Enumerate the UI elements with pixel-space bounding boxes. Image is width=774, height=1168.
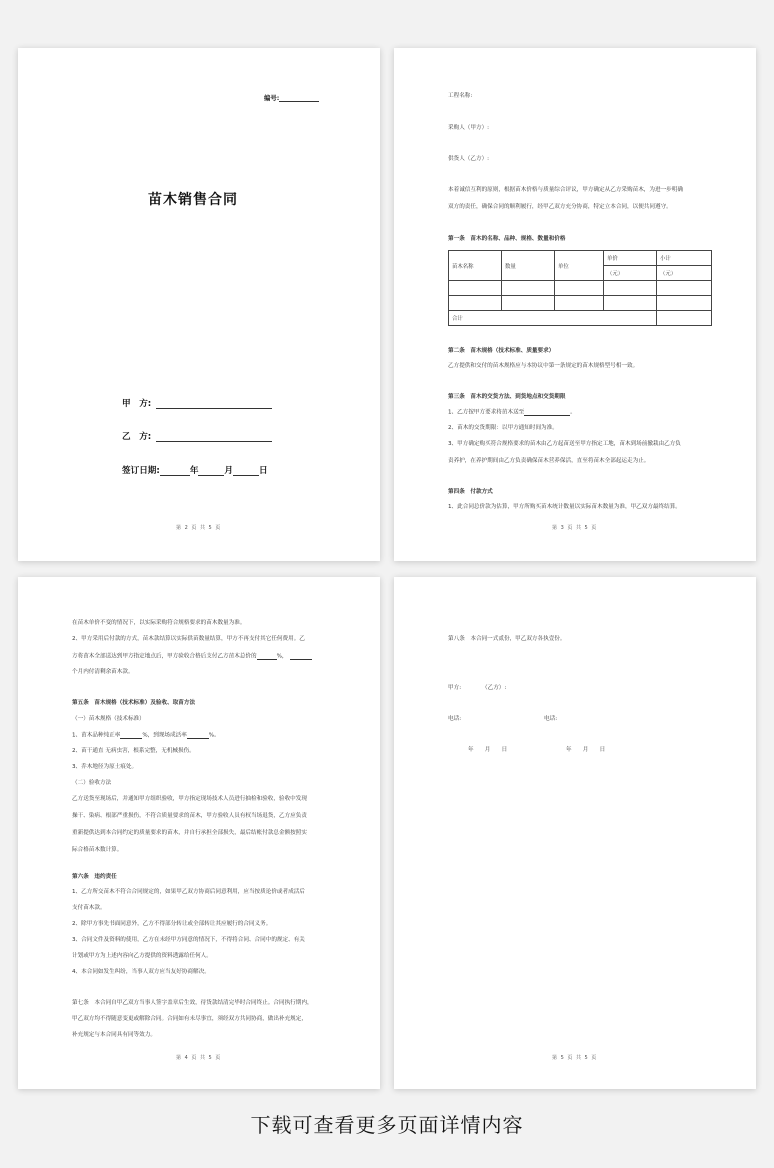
supplier-line: 供货人（乙方）:: [448, 156, 490, 162]
intro-line-2: 双方的责任，确保合同的顺利履行，经甲乙双方充分协商，特定立本合同，以便共同遵守。: [448, 204, 672, 210]
month-blank: [198, 466, 224, 476]
article-3-item-1-end: 。: [570, 409, 576, 416]
table-row: [449, 251, 712, 266]
article-5-item-1-end: %。: [208, 732, 220, 739]
payment-line-3-text: 方将苗木全部送达到甲方指定地点后，甲方验收合格后支付乙方苗木总价的: [72, 653, 257, 660]
payment-line-1: 在苗木单价不变的情况下，以实际采购符合规格要求的苗木数量为准。: [72, 620, 246, 626]
year-blank: [160, 466, 190, 476]
contract-page-5: [394, 577, 756, 1089]
payment-line-3-percent: %，: [276, 653, 288, 660]
header-price-unit: （元）: [604, 266, 657, 281]
article-6-item-3b: 计划或甲方为上述内容向乙方提供的资料透露给任何人。: [72, 953, 212, 959]
article-5-item-2: 2、苗干通直 无病虫害，根系完整，无机械损伤。: [72, 748, 195, 754]
article-7-line-2: 甲乙双方均不得随意变更或解除合同。合同如有未尽事宜，须经双方共同协商，做出补充规定，: [72, 1016, 307, 1022]
intro-line-1: 本着诚信互利的原则，根据苗木价格与质量综合评议，甲方确定从乙方采购苗木，为进一步明确: [448, 187, 683, 193]
party-b-phone: 电话:: [544, 716, 558, 722]
payment-line-3: [72, 654, 312, 660]
article-2-title: 第二条 苗木规格（技术标准、质量要求）: [448, 348, 555, 354]
page-footer: 第 4 页 共 5 页: [176, 1055, 222, 1061]
article-2-text: 乙方提供和交付的苗木规格应与本协议中第一条规定的苗木规格型号相一致。: [448, 363, 639, 369]
contract-number: [264, 93, 319, 102]
article-3-item-3a: 3、甲方确定购买符合规格要求的苗木由乙方起苗送至甲方指定工地，苗木到场前撤栽由乙方负: [448, 441, 681, 447]
article-5-item-3: 3、乔木地径为原土痕处。: [72, 764, 138, 770]
article-4-item-1: 1、此合同总价款为估算，甲方所购买苗木统计数量以实际苗木数量为准，甲乙双方最终结算。: [448, 504, 681, 510]
article-6-item-4: 4、本合同如发生纠纷，当事人双方应当友好协商解决。: [72, 969, 210, 975]
party-b-field: [122, 430, 272, 442]
article-5-sub-1: （一）苗木规格（技术标准）: [72, 716, 145, 722]
contract-number-blank: [279, 95, 319, 102]
table-row: [449, 296, 712, 311]
delivery-place-blank: [524, 410, 570, 416]
contract-page-cover: [18, 48, 380, 561]
party-b-blank: [156, 432, 272, 442]
contract-number-label: 编号:: [264, 94, 280, 102]
contract-page-3: [394, 48, 756, 561]
inspection-line-3: 重新提供达到本合同约定的质量要求的苗木，并自行承担全部损失，最后结帐付款总金额按照实: [72, 830, 307, 836]
month-label: 月: [224, 466, 234, 476]
purchaser-line: 采购人（甲方）:: [448, 125, 490, 131]
purity-blank: [120, 733, 142, 739]
header-price: 单价: [604, 251, 657, 266]
article-1-title: 第一条 苗木的名称、品种、规格、数量和价格: [448, 236, 566, 242]
header-name: 苗木名称: [449, 251, 502, 281]
survival-blank: [187, 733, 209, 739]
header-subtotal: 小计: [657, 251, 712, 266]
document-title: 苗木销售合同: [148, 192, 238, 208]
article-3-item-1-text: 1、乙方按甲方要求将苗木送至: [448, 409, 525, 416]
article-7-line-3: 补充规定与本合同具有同等效力。: [72, 1032, 156, 1038]
party-a-blank: [156, 399, 272, 409]
percent-blank: [257, 654, 277, 660]
payment-line-4: 个月内付清剩余苗木款。: [72, 669, 134, 675]
header-subtotal-unit: （元）: [657, 266, 712, 281]
table-row: [449, 311, 712, 326]
inspection-line-4: 际合格苗木数计算。: [72, 847, 123, 853]
article-6-title: 第六条 违约责任: [72, 874, 117, 880]
article-3-item-2: 2、苗木的交货期限：以甲方通知时间为准。: [448, 425, 558, 431]
contract-page-4: [18, 577, 380, 1089]
article-6-item-1a: 1、乙方所交苗木不符合合同规定的，如果甲乙双方协商后同意利用，应当按质论价或者成活后: [72, 889, 305, 895]
party-a-phone: 电话:: [448, 716, 462, 722]
article-5-title: 第五条 苗木规格（技术标准）及验收、取苗方法: [72, 700, 196, 706]
inspection-line-2: 操干、染病、根部严重损伤，不符合质量要求的苗木，甲方验收人员有权当场退货，乙方应负责: [72, 813, 307, 819]
party-a-signature: 甲方:: [448, 685, 462, 691]
day-blank: [233, 466, 259, 476]
payment-line-2: 2、甲方采用后付款的方式，苗木款结算以实际供苗数量结算，甲方不再支付其它任何费用。乙: [72, 636, 305, 642]
article-3-item-1: [448, 410, 576, 416]
day-label: 日: [259, 466, 268, 476]
party-b-label: 乙 方:: [122, 432, 152, 442]
page-footer: 第 2 页 共 5 页: [176, 525, 222, 531]
article-4-title: 第四条 付款方式: [448, 489, 493, 495]
party-a-field: [122, 397, 272, 409]
nursery-price-table: [448, 250, 712, 326]
download-caption[interactable]: 下载可查看更多页面详情内容: [250, 1113, 524, 1137]
article-8-text: 第八条 本合同一式贰份，甲乙双方各执壹份。: [448, 636, 566, 642]
party-b-date: 年 月 日: [566, 747, 606, 753]
header-unit: 单位: [555, 251, 604, 281]
total-cell: 合计: [449, 311, 657, 326]
project-name-line: 工程名称:: [448, 93, 473, 99]
article-5-item-1-mid: %，到现场成活率: [142, 732, 187, 739]
article-5-sub-2: （二）验收方法: [72, 780, 112, 786]
article-6-item-1b: 支付苗木款。: [72, 905, 106, 911]
sign-date-label: 签订日期:: [122, 466, 160, 476]
header-quantity: 数量: [502, 251, 555, 281]
article-5-item-1: [72, 733, 220, 739]
article-6-item-3a: 3、合同文件及资料的使用，乙方在未经甲方同意的情况下，不得将合同、合同中的规定、有关: [72, 937, 305, 943]
page-footer: 第 3 页 共 5 页: [552, 525, 598, 531]
article-6-item-2: 2、除甲方事先书面同意外，乙方不得部分转让或全部转让其应履行的合同义务。: [72, 921, 272, 927]
year-label: 年: [189, 466, 199, 476]
party-a-date: 年 月 日: [468, 747, 508, 753]
party-b-signature: （乙方）:: [482, 685, 507, 691]
article-7-line-1: 第七条 本合同自甲乙双方当事人签字盖章后生效，待货款结清完毕时合同终止。合同执行期内，: [72, 1000, 313, 1006]
article-3-title: 第三条 苗木的交货方法、到货地点和交货期限: [448, 394, 566, 400]
sign-date-field: [122, 464, 268, 476]
months-blank: [290, 654, 312, 660]
party-a-label: 甲 方:: [122, 399, 152, 409]
article-3-item-3b: 责养护，在养护期间由乙方负责确保苗木营养保活，直至将苗木全部起运走为止。: [448, 458, 650, 464]
page-footer: 第 5 页 共 5 页: [552, 1055, 598, 1061]
article-5-item-1-text: 1、苗木品种纯正率: [72, 732, 121, 739]
inspection-line-1: 乙方送货至现场后，并通知甲方组织验收，甲方指定现场技术人员进行抽检和验收，验收中发现: [72, 796, 307, 802]
table-row: [449, 281, 712, 296]
